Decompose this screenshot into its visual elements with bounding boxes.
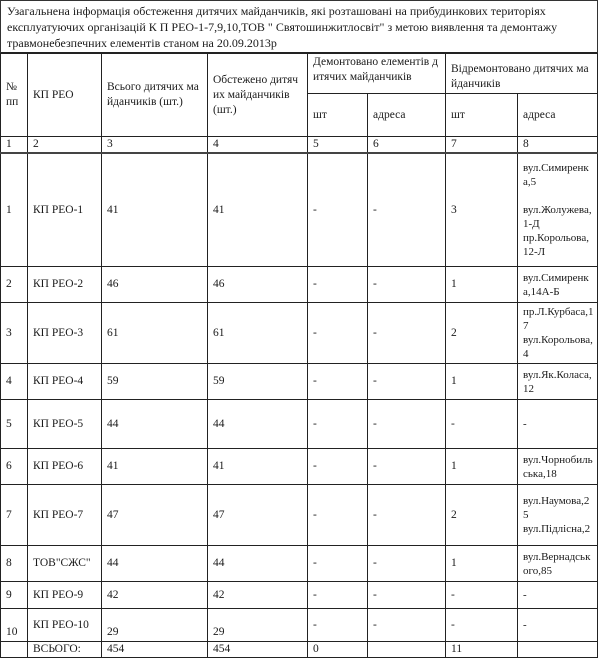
row-repaired-qty: 1 <box>446 364 518 400</box>
header-row-1 <box>1 54 598 94</box>
row-number: 4 <box>1 364 28 400</box>
row-total: 47 <box>102 485 208 546</box>
table-row <box>1 609 598 642</box>
row-number: 9 <box>1 582 28 609</box>
row-repaired-addr <box>518 267 598 303</box>
totals-repaired-addr <box>518 642 598 658</box>
row-repaired-qty: - <box>446 400 518 449</box>
column-number: 4 <box>208 137 308 154</box>
address-line: - <box>523 589 527 601</box>
table-row <box>1 485 598 546</box>
row-dismantled-addr: - <box>368 609 446 642</box>
row-org: КП РЕО-10 <box>28 609 102 642</box>
column-numbers-row <box>1 137 598 154</box>
row-dismantled-qty: - <box>308 267 368 303</box>
row-number: 5 <box>1 400 28 449</box>
row-repaired-qty: 3 <box>446 153 518 267</box>
header-inspected: Обстежено дитячих майданчиків (шт.) <box>208 54 308 137</box>
row-total: 44 <box>102 546 208 582</box>
table-row <box>1 546 598 582</box>
row-inspected: 44 <box>208 400 308 449</box>
address-line: вул.Корольова,4 <box>523 334 593 360</box>
row-repaired-addr <box>518 449 598 485</box>
table-row <box>1 449 598 485</box>
row-inspected: 44 <box>208 546 308 582</box>
row-dismantled-qty: - <box>308 485 368 546</box>
row-repaired-addr <box>518 485 598 546</box>
row-inspected: 46 <box>208 267 308 303</box>
row-dismantled-addr: - <box>368 449 446 485</box>
row-total: 29 <box>102 609 208 642</box>
row-total: 61 <box>102 303 208 364</box>
header-repaired-qty: шт <box>446 94 518 137</box>
row-dismantled-addr: - <box>368 303 446 364</box>
row-dismantled-addr: - <box>368 400 446 449</box>
row-repaired-addr <box>518 582 598 609</box>
table-row <box>1 153 598 267</box>
address-line: вул.Наумова,25 <box>523 495 590 521</box>
row-dismantled-qty: - <box>308 609 368 642</box>
row-dismantled-qty: - <box>308 303 368 364</box>
row-dismantled-addr: - <box>368 153 446 267</box>
column-number: 6 <box>368 137 446 154</box>
totals-row <box>1 642 598 658</box>
row-repaired-addr <box>518 609 598 642</box>
address-line <box>523 189 594 203</box>
row-inspected: 29 <box>208 609 308 642</box>
row-dismantled-qty: - <box>308 582 368 609</box>
address-line: - <box>523 418 527 430</box>
row-number: 7 <box>1 485 28 546</box>
row-org: ТОВ"СЖС" <box>28 546 102 582</box>
row-number: 1 <box>1 153 28 267</box>
row-inspected: 59 <box>208 364 308 400</box>
column-number: 8 <box>518 137 598 154</box>
row-org: КП РЕО-1 <box>28 153 102 267</box>
address-line: вул.Вернадського,85 <box>523 550 591 577</box>
row-total: 41 <box>102 449 208 485</box>
row-org: КП РЕО-4 <box>28 364 102 400</box>
header-dismantled-addr: адреса <box>368 94 446 137</box>
address-line: пр.Л.Курбаса,17 <box>523 306 594 332</box>
row-repaired-qty: 2 <box>446 303 518 364</box>
row-inspected: 41 <box>208 153 308 267</box>
row-dismantled-addr: - <box>368 582 446 609</box>
row-repaired-addr <box>518 303 598 364</box>
address-line: вул.Жолужева,1-Д <box>523 204 592 230</box>
row-org: КП РЕО-9 <box>28 582 102 609</box>
row-dismantled-qty: - <box>308 449 368 485</box>
row-org: КП РЕО-2 <box>28 267 102 303</box>
row-inspected: 47 <box>208 485 308 546</box>
row-number: 6 <box>1 449 28 485</box>
address-line: вул.Симиренка,14А-Б <box>523 271 589 298</box>
row-repaired-qty: - <box>446 582 518 609</box>
header-repaired-addr: адреса <box>518 94 598 137</box>
playgrounds-table <box>0 53 598 658</box>
totals-dismantled-addr <box>368 642 446 658</box>
row-total: 44 <box>102 400 208 449</box>
table-row <box>1 267 598 303</box>
table-row <box>1 303 598 364</box>
row-dismantled-qty: - <box>308 400 368 449</box>
row-dismantled-qty: - <box>308 153 368 267</box>
totals-inspected: 454 <box>208 642 308 658</box>
row-org: КП РЕО-5 <box>28 400 102 449</box>
row-repaired-qty: 1 <box>446 546 518 582</box>
row-inspected: 41 <box>208 449 308 485</box>
table-row <box>1 364 598 400</box>
header-dismantled-qty: шт <box>308 94 368 137</box>
row-total: 46 <box>102 267 208 303</box>
row-repaired-qty: 1 <box>446 449 518 485</box>
address-line: пр.Корольова,12-Л <box>523 232 589 258</box>
row-total: 59 <box>102 364 208 400</box>
totals-total: 454 <box>102 642 208 658</box>
address-line: - <box>523 619 527 631</box>
row-number: 8 <box>1 546 28 582</box>
totals-no <box>1 642 28 658</box>
row-org: КП РЕО-7 <box>28 485 102 546</box>
header-total: Всього дитячих майданчиків (шт.) <box>102 54 208 137</box>
header-org: КП РЕО <box>28 54 102 137</box>
row-number: 10 <box>1 609 28 642</box>
table-row <box>1 582 598 609</box>
row-dismantled-addr: - <box>368 546 446 582</box>
document-title: Узагальнена інформація обстеження дитячих майданчиків, які розташовані на прибудинкових територіях експлуатуючих організацій К П РЕО-1-7,9,10,ТОВ " Святошинжитлосвіт" з метою виявлення та демонтажу травмонебезпечних елементів станом на 20.09.2013р <box>1 1 597 53</box>
address-line: вул.Як.Коласа,12 <box>523 368 592 395</box>
row-dismantled-qty: - <box>308 546 368 582</box>
row-number: 3 <box>1 303 28 364</box>
row-total: 41 <box>102 153 208 267</box>
address-line: вул.Симиренка,5 <box>523 162 589 188</box>
row-inspected: 42 <box>208 582 308 609</box>
header-no: № пп <box>1 54 28 137</box>
row-repaired-addr <box>518 153 598 267</box>
row-dismantled-addr: - <box>368 485 446 546</box>
row-repaired-qty: 1 <box>446 267 518 303</box>
address-line: вул.Чорнобильська,18 <box>523 453 593 480</box>
header-dismantled: Демонтовано елементів дитячих майданчиків <box>308 54 446 94</box>
totals-label: ВСЬОГО: <box>28 642 102 658</box>
table-row <box>1 400 598 449</box>
row-repaired-addr <box>518 546 598 582</box>
row-dismantled-qty: - <box>308 364 368 400</box>
row-inspected: 61 <box>208 303 308 364</box>
row-dismantled-addr: - <box>368 267 446 303</box>
address-line: вул.Підлісна,2 <box>523 523 591 535</box>
column-number: 2 <box>28 137 102 154</box>
column-number: 7 <box>446 137 518 154</box>
row-org: КП РЕО-6 <box>28 449 102 485</box>
row-dismantled-addr: - <box>368 364 446 400</box>
row-org: КП РЕО-3 <box>28 303 102 364</box>
column-number: 1 <box>1 137 28 154</box>
totals-dismantled-qty: 0 <box>308 642 368 658</box>
totals-repaired-qty: 11 <box>446 642 518 658</box>
row-repaired-qty: - <box>446 609 518 642</box>
row-repaired-qty: 2 <box>446 485 518 546</box>
header-repaired: Відремонтовано дитячих майданчиків <box>446 54 598 94</box>
column-number: 3 <box>102 137 208 154</box>
row-repaired-addr <box>518 364 598 400</box>
row-number: 2 <box>1 267 28 303</box>
column-number: 5 <box>308 137 368 154</box>
row-repaired-addr <box>518 400 598 449</box>
row-total: 42 <box>102 582 208 609</box>
